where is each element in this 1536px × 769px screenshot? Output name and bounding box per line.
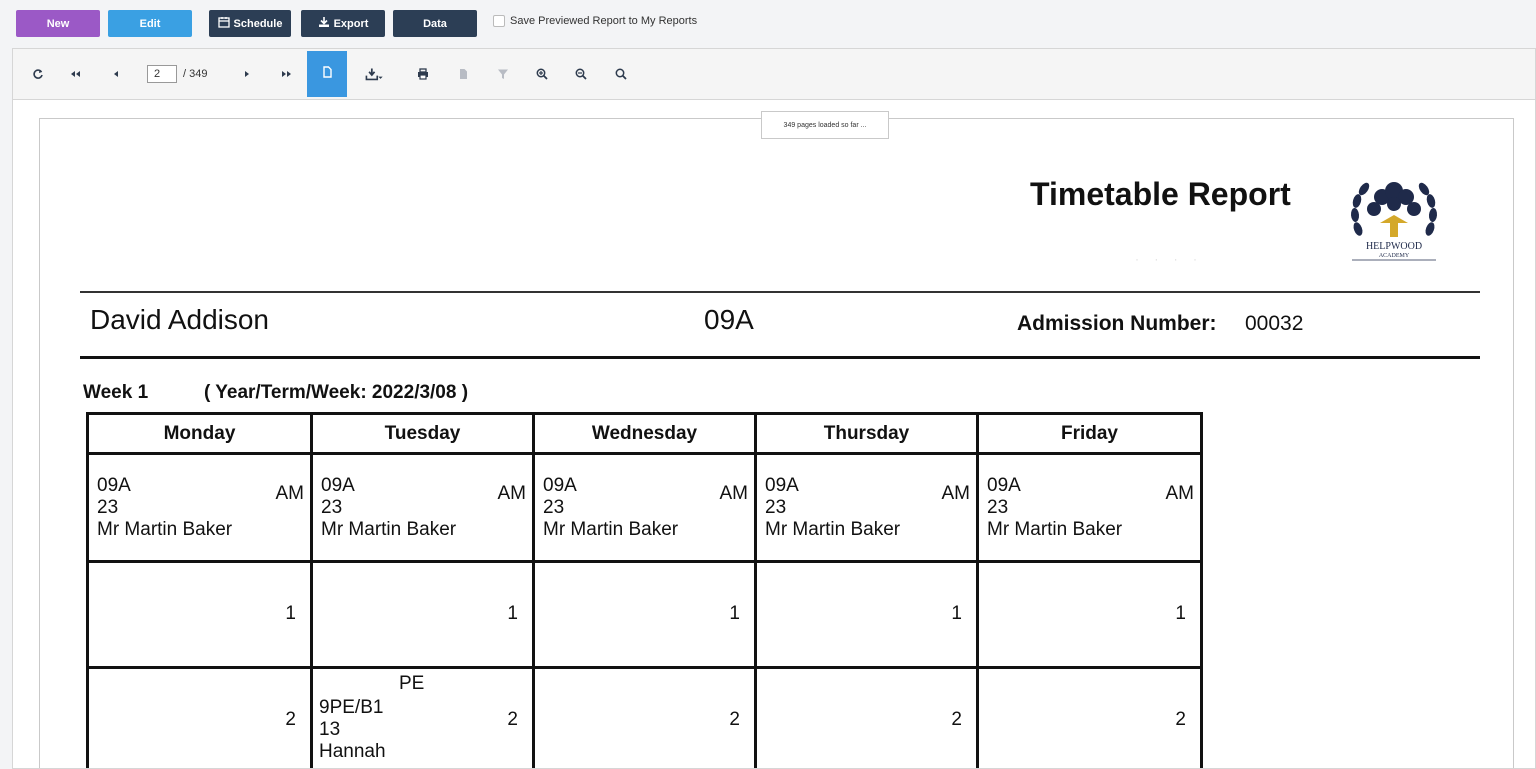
- page-total: / 349: [183, 68, 208, 80]
- refresh-icon[interactable]: [27, 63, 49, 85]
- schedule-button[interactable]: [209, 10, 291, 37]
- day-header-wednesday: Wednesday: [534, 414, 756, 454]
- zoom-reset-icon[interactable]: [610, 63, 632, 85]
- data-label: Data: [423, 17, 447, 30]
- student-name: David Addison: [90, 304, 270, 335]
- period-number: 1: [285, 603, 296, 624]
- am-cell: [88, 454, 312, 562]
- report-viewer: [12, 48, 1536, 769]
- new-label: New: [46, 17, 70, 30]
- report-preview-area[interactable]: [13, 100, 1535, 768]
- period-1-cell: [978, 562, 1202, 668]
- period-2-cell-tuesday: [312, 668, 534, 769]
- period-2-cell: [756, 668, 978, 769]
- period-2-cell: [978, 668, 1202, 769]
- timetable-grid: [86, 412, 1203, 768]
- period-number: 2: [729, 709, 740, 730]
- form-group: 09A: [704, 304, 754, 335]
- header-rule-top: [80, 291, 1480, 293]
- report-action-bar: [0, 0, 1536, 46]
- first-page-icon[interactable]: [64, 63, 86, 85]
- am-tag: AM: [1165, 483, 1194, 504]
- am-room: 23: [97, 497, 119, 518]
- lesson-teacher: Hannah: [319, 741, 386, 762]
- period-2-cell: [88, 668, 312, 769]
- am-teacher: Mr Martin Baker: [321, 519, 457, 540]
- am-tag: AM: [275, 483, 304, 504]
- week-label: Week 1: [83, 382, 149, 403]
- schedule-label: Schedule: [233, 17, 283, 30]
- logo-sub: ACADEMY: [1378, 253, 1410, 259]
- period-number: 2: [1175, 709, 1186, 730]
- am-group: 09A: [543, 475, 577, 496]
- day-header-monday: Monday: [88, 414, 312, 454]
- am-cell: [312, 454, 534, 562]
- day-header-tuesday: Tuesday: [312, 414, 534, 454]
- period-number: 1: [1175, 603, 1186, 624]
- lesson-class: 9PE/B1: [319, 697, 384, 718]
- am-group: 09A: [97, 475, 131, 496]
- admission-number-label: Admission Number:: [1017, 312, 1217, 335]
- day-header-thursday: Thursday: [756, 414, 978, 454]
- period-1-cell: [534, 562, 756, 668]
- new-button[interactable]: [16, 10, 100, 37]
- am-teacher: Mr Martin Baker: [987, 519, 1123, 540]
- period-number: 1: [729, 603, 740, 624]
- page-icon: [321, 65, 333, 83]
- page-number-input[interactable]: 2: [147, 65, 177, 83]
- period-number: 2: [507, 709, 518, 730]
- loading-status: 349 pages loaded so far ...: [761, 111, 889, 139]
- am-tag: AM: [719, 483, 748, 504]
- am-cell: [978, 454, 1202, 562]
- period-1-cell: [756, 562, 978, 668]
- faint-header-text: · · · ·: [1135, 252, 1203, 266]
- save-checkbox[interactable]: [493, 15, 505, 27]
- am-room: 23: [765, 497, 787, 518]
- data-button[interactable]: [393, 10, 477, 37]
- print-icon[interactable]: [412, 63, 434, 85]
- lesson-room: 13: [319, 719, 341, 740]
- calendar-icon: [218, 16, 230, 31]
- admission-number-value: 00032: [1245, 312, 1304, 335]
- single-page-view-button[interactable]: [307, 51, 347, 97]
- am-room: 23: [321, 497, 343, 518]
- am-tag: AM: [497, 483, 526, 504]
- report-title: Timetable Report: [1030, 176, 1291, 212]
- am-teacher: Mr Martin Baker: [543, 519, 679, 540]
- am-cell: [756, 454, 978, 562]
- am-room: 23: [987, 497, 1009, 518]
- am-teacher: Mr Martin Baker: [765, 519, 901, 540]
- period-number: 1: [951, 603, 962, 624]
- viewer-toolbar: [13, 49, 1535, 100]
- period-number: 2: [951, 709, 962, 730]
- previous-page-icon[interactable]: [105, 63, 127, 85]
- week-detail: ( Year/Term/Week: 2022/3/08 ): [204, 382, 469, 403]
- period-1-cell: [312, 562, 534, 668]
- am-group: 09A: [765, 475, 799, 496]
- period-number: 1: [507, 603, 518, 624]
- zoom-out-icon[interactable]: [570, 63, 592, 85]
- next-page-icon[interactable]: [236, 63, 258, 85]
- am-room: 23: [543, 497, 565, 518]
- edit-button[interactable]: [108, 10, 192, 37]
- day-header-friday: Friday: [978, 414, 1202, 454]
- filter-icon[interactable]: [492, 63, 514, 85]
- lesson-subject: PE: [399, 673, 425, 694]
- am-teacher: Mr Martin Baker: [97, 519, 233, 540]
- save-label: Save Previewed Report to My Reports: [510, 15, 698, 27]
- last-page-icon[interactable]: [276, 63, 298, 85]
- document-icon[interactable]: [452, 63, 474, 85]
- zoom-in-icon[interactable]: [531, 63, 553, 85]
- export-label: Export: [333, 17, 369, 30]
- period-2-cell: [534, 668, 756, 769]
- am-tag: AM: [941, 483, 970, 504]
- header-rule-bottom: [80, 356, 1480, 359]
- am-group: 09A: [987, 475, 1021, 496]
- export-button[interactable]: [301, 10, 385, 37]
- report-page: [39, 118, 1514, 768]
- period-1-cell: [88, 562, 312, 668]
- edit-label: Edit: [139, 17, 161, 30]
- am-group: 09A: [321, 475, 355, 496]
- download-options-icon[interactable]: [361, 63, 387, 85]
- am-cell: [534, 454, 756, 562]
- academy-logo: [1344, 171, 1444, 263]
- period-number: 2: [285, 709, 296, 730]
- save-to-my-reports-toggle[interactable]: [493, 15, 697, 27]
- logo-name: HELPWOOD: [1365, 241, 1423, 252]
- download-icon: [318, 16, 330, 31]
